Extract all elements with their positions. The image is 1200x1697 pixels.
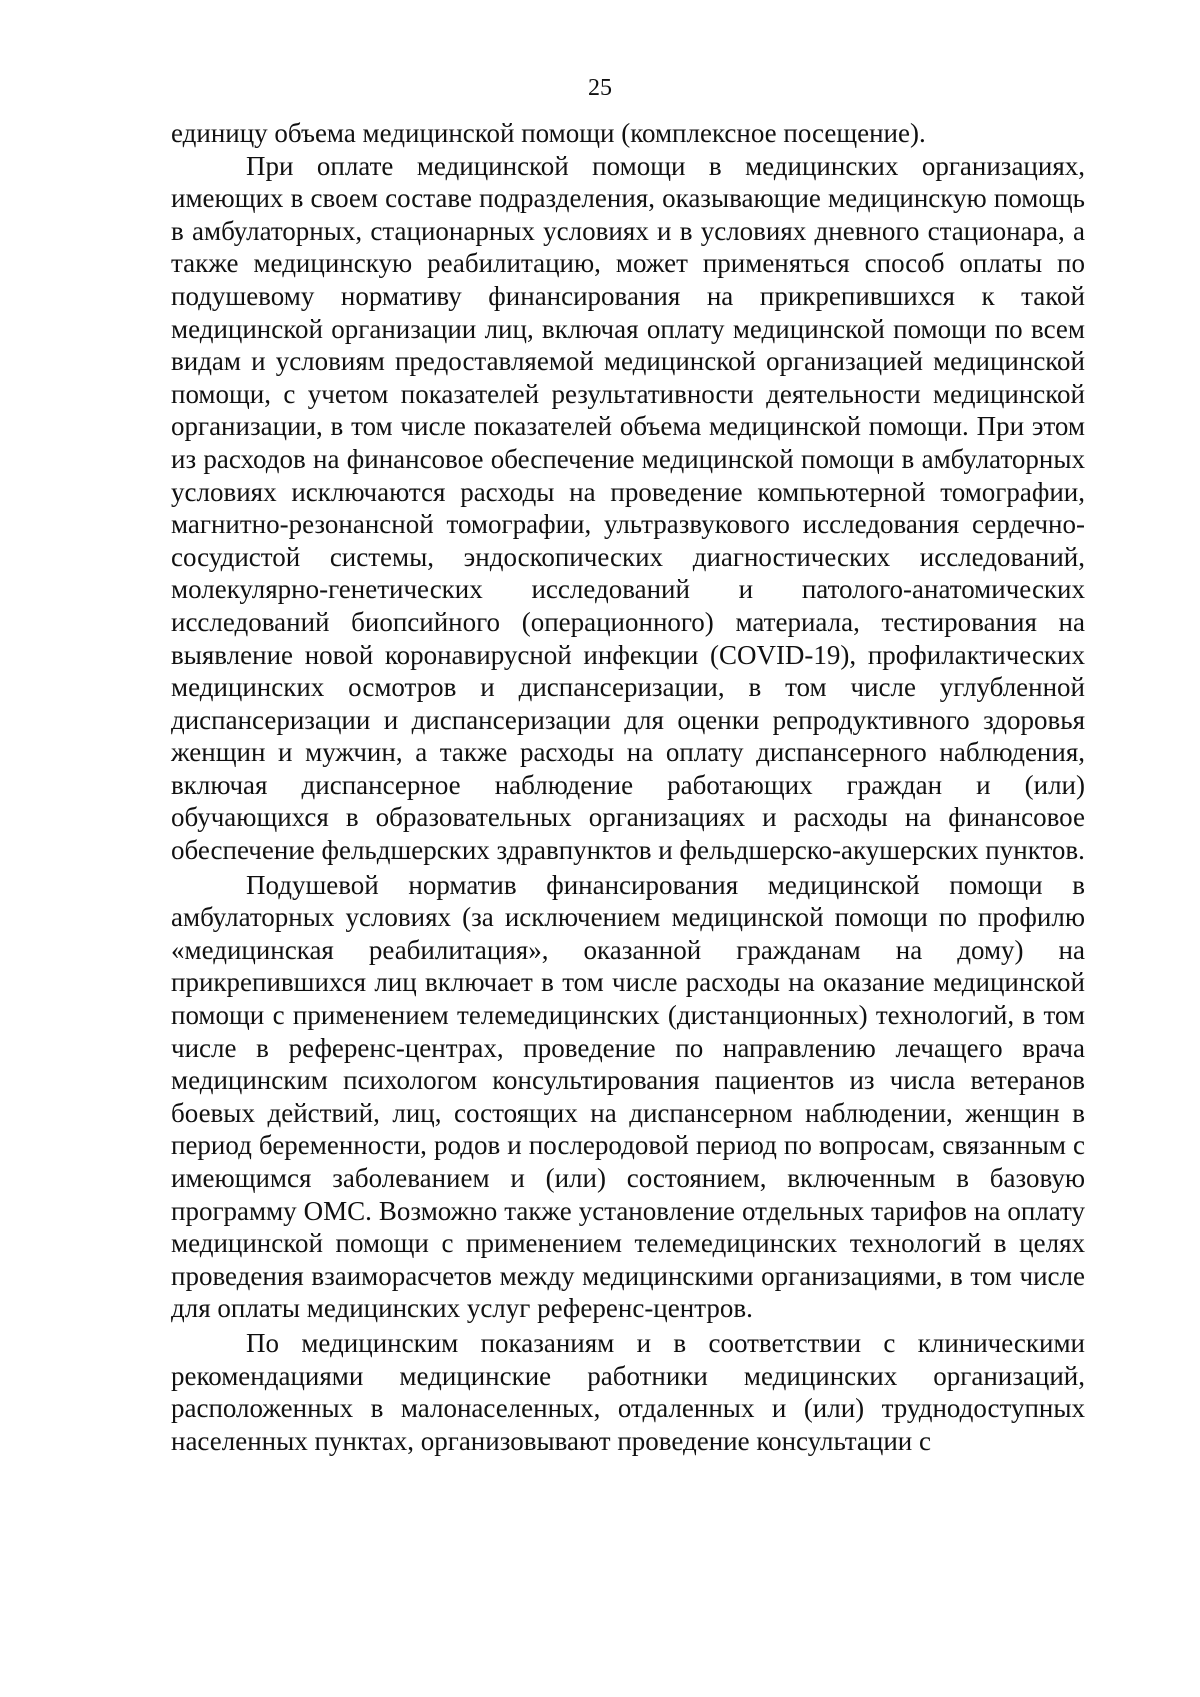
paragraph-continuation: единицу объема медицинской помощи (комплексное посещение). <box>171 118 926 148</box>
page-number: 25 <box>588 75 612 101</box>
paragraph-per-capita-payment: При оплате медицинской помощи в медицинских организациях, имеющих в своем составе подразделения, оказывающие медицинскую помощь в амбулаторных, стационарных условиях и в условиях дневного стационара, а также медицинскую реабилитацию, может применяться способ оплаты по подушевому нормативу финансирования на прикрепившихся к такой медицинской организации лиц, включая оплату медицинской помощи по всем видам и условиям предоставляемой медицинской организацией медицинской помощи, с учетом показателей результативности деятельности медицинской организации, в том числе показателей объема медицинской помощи. При этом из расходов на финансовое обеспечение медицинской помощи в амбулаторных условиях исключаются расходы на проведение компьютерной томографии, магнитно-резонансной томографии, ультразвукового исследования сердечно-сосудистой системы, эндоскопических диагностических исследований, молекулярно-генетических исследований и патолого-анатомических исследований биопсийного (операционного) материала, тестирования на выявление новой коронавирусной инфекции (COVID-19), профилактических медицинских осмотров и диспансеризации, в том числе углубленной диспансеризации и диспансеризации для оценки репродуктивного здоровья женщин и мужчин, а также расходы на оплату диспансерного наблюдения, включая диспансерное наблюдение работающих граждан и (или) обучающихся в образовательных организациях и расходы на финансовое обеспечение фельдшерских здравпунктов и фельдшерско-акушерских пунктов. <box>171 150 1085 866</box>
paragraph-medical-consultation: По медицинским показаниям и в соответствии с клиническими рекомендациями медицинские работники медицинских организаций, расположенных в малонаселенных, отдаленных и (или) труднодоступных населенных пунктах, организовывают проведение консультации с <box>171 1327 1085 1456</box>
document-body <box>171 117 1085 1457</box>
paragraph-per-capita-norm: Подушевой норматив финансирования медицинской помощи в амбулаторных условиях (за исключением медицинской помощи по профилю «медицинская реабилитация», оказанной гражданам на дому) на прикрепившихся лиц включает в том числе расходы на оказание медицинской помощи с применением телемедицинских (дистанционных) технологий, в том числе в референс-центрах, проведение по направлению лечащего врача медицинским психологом консультирования пациентов из числа ветеранов боевых действий, лиц, состоящих на диспансерном наблюдении, женщин в период беременности, родов и послеродовой период по вопросам, связанным с имеющимся заболеванием и (или) состоянием, включенным в базовую программу ОМС. Возможно также установление отдельных тарифов на оплату медицинской помощи с применением телемедицинских технологий в целях проведения взаиморасчетов между медицинскими организациями, в том числе для оплаты медицинских услуг референс-центров. <box>171 869 1085 1324</box>
